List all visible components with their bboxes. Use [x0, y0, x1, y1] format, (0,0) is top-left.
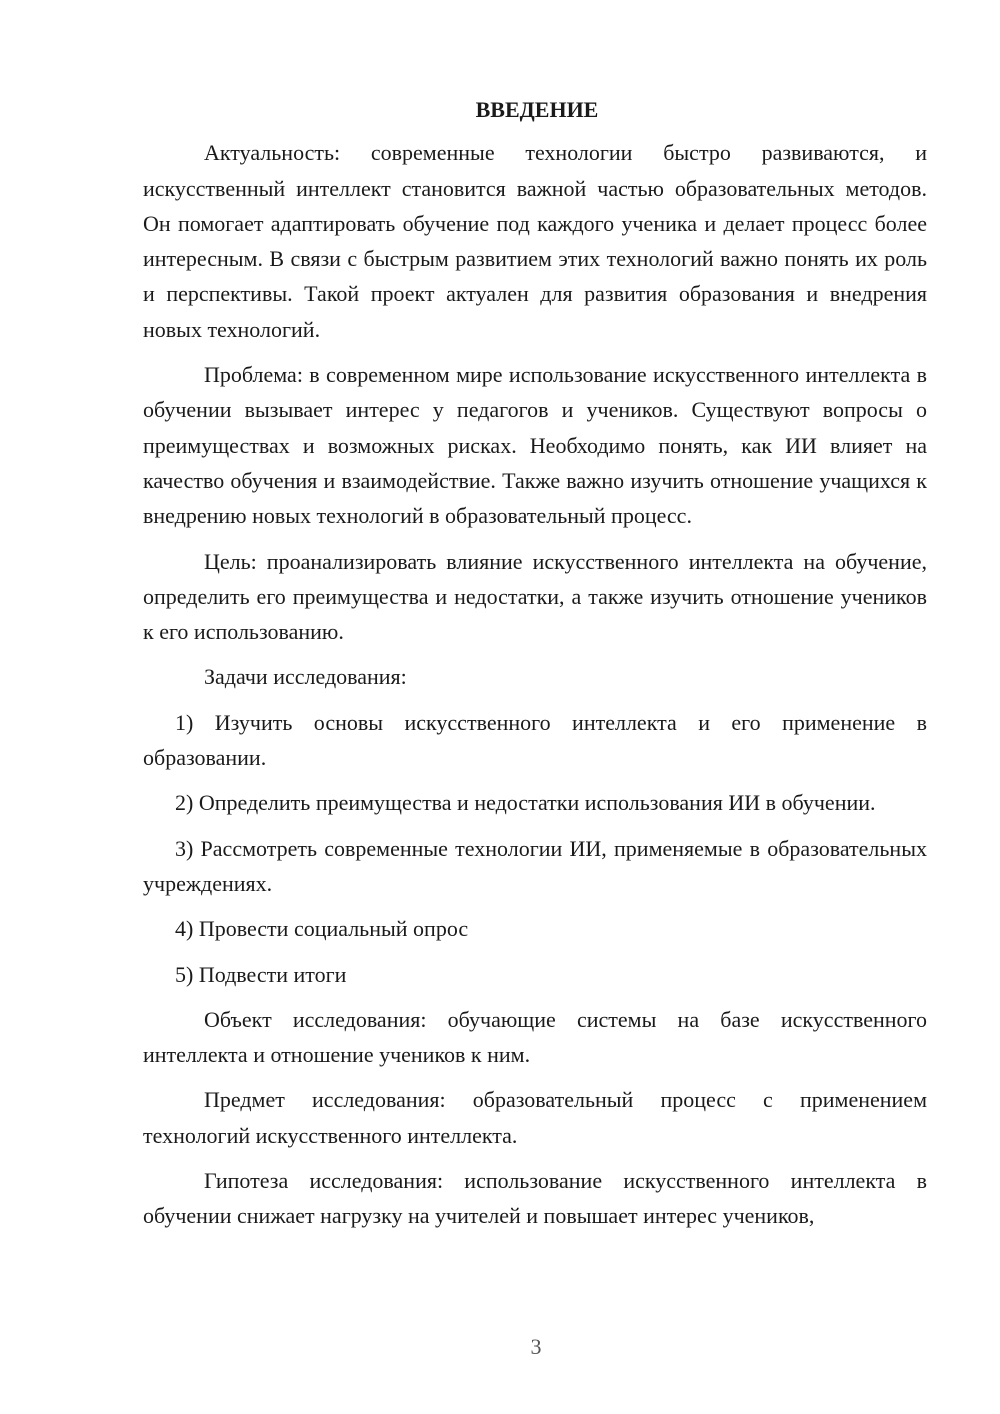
paragraph-goal: Цель: проанализировать влияние искусственного интеллекта на обучение, определить его преимущества и недостатки, а также изучить отношение учеников к его использованию. [143, 548, 927, 645]
paragraph-problem: Проблема: в современном мире использование искусственного интеллекта в обучении вызывает интерес у педагогов и учеников. Существуют вопросы о преимуществах и возможных рисках. Необходимо понять, как ИИ влияет на качество обучения и взаимодействие. Также важно изучить отношение учащихся к внедрению новых технологий в образовательный процесс. [143, 362, 927, 529]
task-item: 2) Определить преимущества и недостатки использования ИИ в обучении. [175, 790, 876, 816]
document-page [143, 92, 927, 1244]
section-title: ВВЕДЕНИЕ [475, 97, 599, 122]
page-number: 3 [530, 1334, 542, 1359]
task-item: 1) Изучить основы искусственного интеллекта и его применение в образовании. [143, 709, 927, 771]
paragraph-object: Объект исследования: обучающие системы на базе искусственного интеллекта и отношение учеников к ним. [143, 1006, 927, 1068]
paragraph-hypothesis: Гипотеза исследования: использование искусственного интеллекта в обучении снижает нагрузку на учителей и повышает интерес учеников, [143, 1168, 927, 1229]
paragraph-subject: Предмет исследования: образовательный процесс с применением технологий искусственного интеллекта. [143, 1087, 927, 1148]
task-item: 5) Подвести итоги [175, 961, 347, 987]
task-item: 4) Провести социальный опрос [175, 916, 469, 942]
paragraph-relevance: Актуальность: современные технологии быстро развиваются, и искусственный интеллект становится важной частью образовательных методов. Он помогает адаптировать обучение под каждого ученика и делает процесс более интересным. В связи с быстрым развитием этих технологий важно понять их роль и перспективы. Такой проект актуален для развития образования и внедрения новых технологий. [143, 140, 927, 342]
tasks-heading: Задачи исследования: [204, 664, 407, 690]
task-item: 3) Рассмотреть современные технологии ИИ, применяемые в образовательных учреждениях. [143, 835, 927, 896]
